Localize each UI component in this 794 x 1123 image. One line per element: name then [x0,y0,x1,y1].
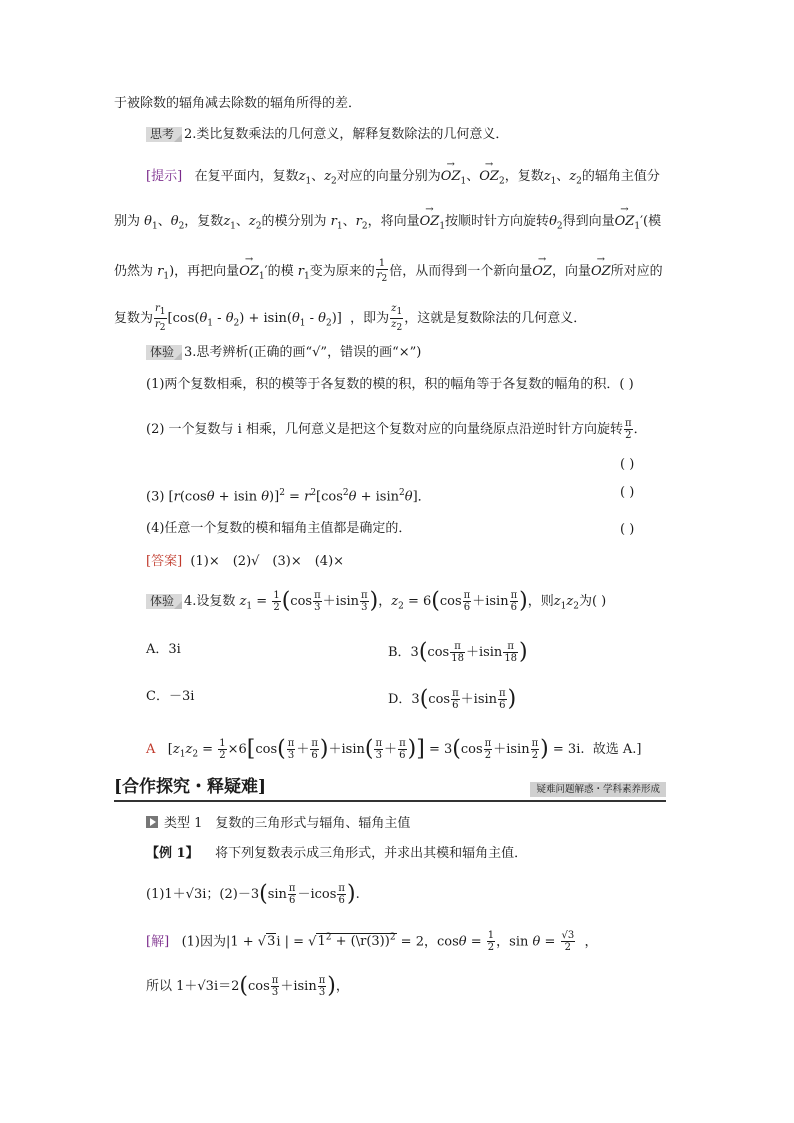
hint-text: 仍然为 [114,264,154,279]
answer-letter: A [146,742,156,757]
option-c: C．－3i [146,689,195,704]
answer-end: 故选 A.] [592,742,642,757]
hint-text: 对应的向量分别为 [336,169,441,184]
hint-text: 倍，从而得到一个新向量 [389,264,533,279]
example-1-label: 【例 1】 [146,846,199,861]
hint-text: 的辐角主值分 [581,169,660,184]
question-3 [146,344,421,362]
hint-text: ，复数 [184,214,224,229]
type-1-heading [146,815,410,833]
q4-answer: A [$z_1z_2$ = $\frac{1}{2}$ ×6[cos( $\frac{\pi}{3}$ ＋ $\frac{\pi}{6}$ )＋isin( $\frac{\pi}{3}$ ＋ $\frac{\pi}{6}$ )] = 3(cos $\frac{\pi}{2}$ ＋isin $\frac{\pi}{2}$ ) = 3i. 故选 A.] [146,736,642,762]
q3-answer [146,553,344,571]
q3-item-2-text: (2) 一个复数与 i 相乘，几何意义是把这个复数对应的向量绕原点沿逆时针方向旋转 [146,422,623,437]
q3-item-1-text: (1)两个复数相乘，积的模等于各复数的模的积，积的幅角等于各复数的幅角的积．( ) [146,377,634,392]
q3-item-4 [146,520,411,538]
result-text: 所以 1＋√3i＝2 [146,979,240,994]
intro-text: 于被除数的辐角减去除数的辐角所得的差． [114,96,362,111]
q3-item-3: (3) [r(cosθ + isin $\theta)]^2 = r^2[\cos^2\theta + isin^2\theta]$． [146,488,431,505]
question-2 [146,126,508,144]
example-1-solution: [解] (1)因为|1 + √3i | = $√1^2$ + (\r(3))$^2$ = 2，cosθ = $\frac{1}{2}$ ，sin θ = $\frac{√3}{2}$ ， [146,930,598,954]
option-d: D．3(cos $\frac{\pi}{6}$ ＋isin $\frac{\pi}{6}$ ) [388,686,517,712]
example-1 [146,845,527,863]
hint-text: 复数为 [114,311,154,326]
question-4-tail: 为( ) [578,594,607,609]
type-1-label: 类型 1 复数的三角形式与辐角、辐角主值 [164,816,411,831]
answer-text: (1)× (2)√ (3)× (4)× [190,554,345,569]
example-1-parts: (1)1＋√3i；(2)－3(sin $\frac{\pi}{6}$ －icos $\frac{\pi}{6}$ ). [146,881,360,907]
option-b-label: B．3 [388,645,419,660]
hint-tag: [提示] [146,169,183,184]
q3-item-4-blank: ( ) [620,522,635,537]
q3-item-1 [146,376,686,394]
experience-tag: 体验 [146,345,182,360]
hint-line-4: 复数为 $\frac{r_1}{r_2}$ $[\cos(\theta_1 - \theta_2) + isin(\theta_1 - \theta_2)]$ ，即为 $\frac{z_1}{z_2}$ ，这就是复数除法的几何意义． [114,303,587,333]
hint-text: (模 [643,214,662,229]
example-1-text: 将下列复数表示成三角形式，并求出其模和辐角主值． [215,846,528,861]
hint-text: ，将向量 [367,214,420,229]
hint-text: 在复平面内，复数 [194,169,299,184]
solution-text: ， [496,934,510,950]
q3-item-4-text: (4)任意一个复数的模和辐角主值都是确定的． [146,521,412,536]
option-d-label: D．3 [388,692,420,707]
example-1-result: 所以 1＋√3i＝2(cos $\frac{\pi}{3}$ ＋isin $\frac{\pi}{3}$ )， [146,973,349,999]
question-4-then: ，则 [527,594,554,609]
section-title: [合作探究・释疑难] [114,777,267,797]
hint-text: ，即为 [350,311,390,326]
solution-text: (1)因为 [181,934,226,950]
hint-text: ，这就是复数除法的几何意义． [404,311,587,326]
hint-line-1: [提示] 在复平面内，复数$z_1$、$z_2$对应的向量分别为→ $OZ_1$、→ $OZ_2$，复数$z_1$、$z_2$的辐角主值分 [146,168,660,191]
play-icon [146,816,158,828]
solution-tag: [解] [146,934,170,950]
experience-tag: 体验 [146,594,182,609]
q3-item-3-label: (3) [146,489,165,505]
hint-text: 得到向量 [562,214,615,229]
q3-item-2: (2) 一个复数与 i 相乘，几何意义是把这个复数对应的向量绕原点沿逆时针方向旋转 $\frac{\pi}{2}$ ． [146,418,647,441]
hint-text: 按顺时针方向旋转 [445,214,550,229]
hint-text: 的模分别为 [261,214,327,229]
hint-text: 所对应的 [610,264,663,279]
hint-text: ，复数 [504,169,544,184]
hint-text: ，向量 [551,264,591,279]
example-1-parts-text: (1)1＋√3i；(2)－3 [146,887,260,902]
option-b: B．3(cos $\frac{\pi}{18}$ ＋isin $\frac{\pi}{18}$ ) [388,639,528,665]
question-3-text: 3.思考辨析(正确的画“√”，错误的画“×”) [184,345,422,360]
hint-text: 变为原来的 [309,264,375,279]
q3-item-2-blank: ( ) [620,457,635,472]
hint-text: 别为 [114,214,141,229]
think-tag: 思考 [146,127,182,142]
q3-item-3-blank: ( ) [620,485,635,500]
hint-text: 的模 [267,264,294,279]
answer-tag: [答案] [146,554,183,569]
hint-text: )，再把向量 [169,264,240,279]
hint-line-2: 别为 $\theta_1$、$\theta_2$，复数$z_1$、$z_2$的模分别为 $r_1$、$r_2$，将向量→ $OZ_1$按顺时针方向旋转$\theta_2$得到向量→ $OZ_1'$(模 [114,213,661,236]
option-a: A．3i [146,642,181,657]
section-subtitle: 疑难问题解惑・学科素养形成 [530,782,666,797]
section-header [114,776,666,802]
question-2-text: 2.类比复数乘法的几何意义，解释复数除法的几何意义． [184,127,509,142]
question-4-text: 4.设复数 [184,594,236,609]
question-4: 体验 4.设复数 $z_1$ = $\frac{1}{2}$ (cos $\frac{\pi}{3}$ ＋isin $\frac{\pi}{3}$ )，$z_2 = 6(\cos$ $\frac{\pi}{6}$ ＋isin $\frac{\pi}{6}$ )，则$z_1z_2$为( ) [146,590,606,616]
hint-line-3: 仍然为 $r_1$)，再把向量→ $OZ_1'$的模 $r_1$变为原来的 $\frac{1}{r_2}$ 倍，从而得到一个新向量→ OZ，向量→ OZ所对应的 [114,258,663,286]
